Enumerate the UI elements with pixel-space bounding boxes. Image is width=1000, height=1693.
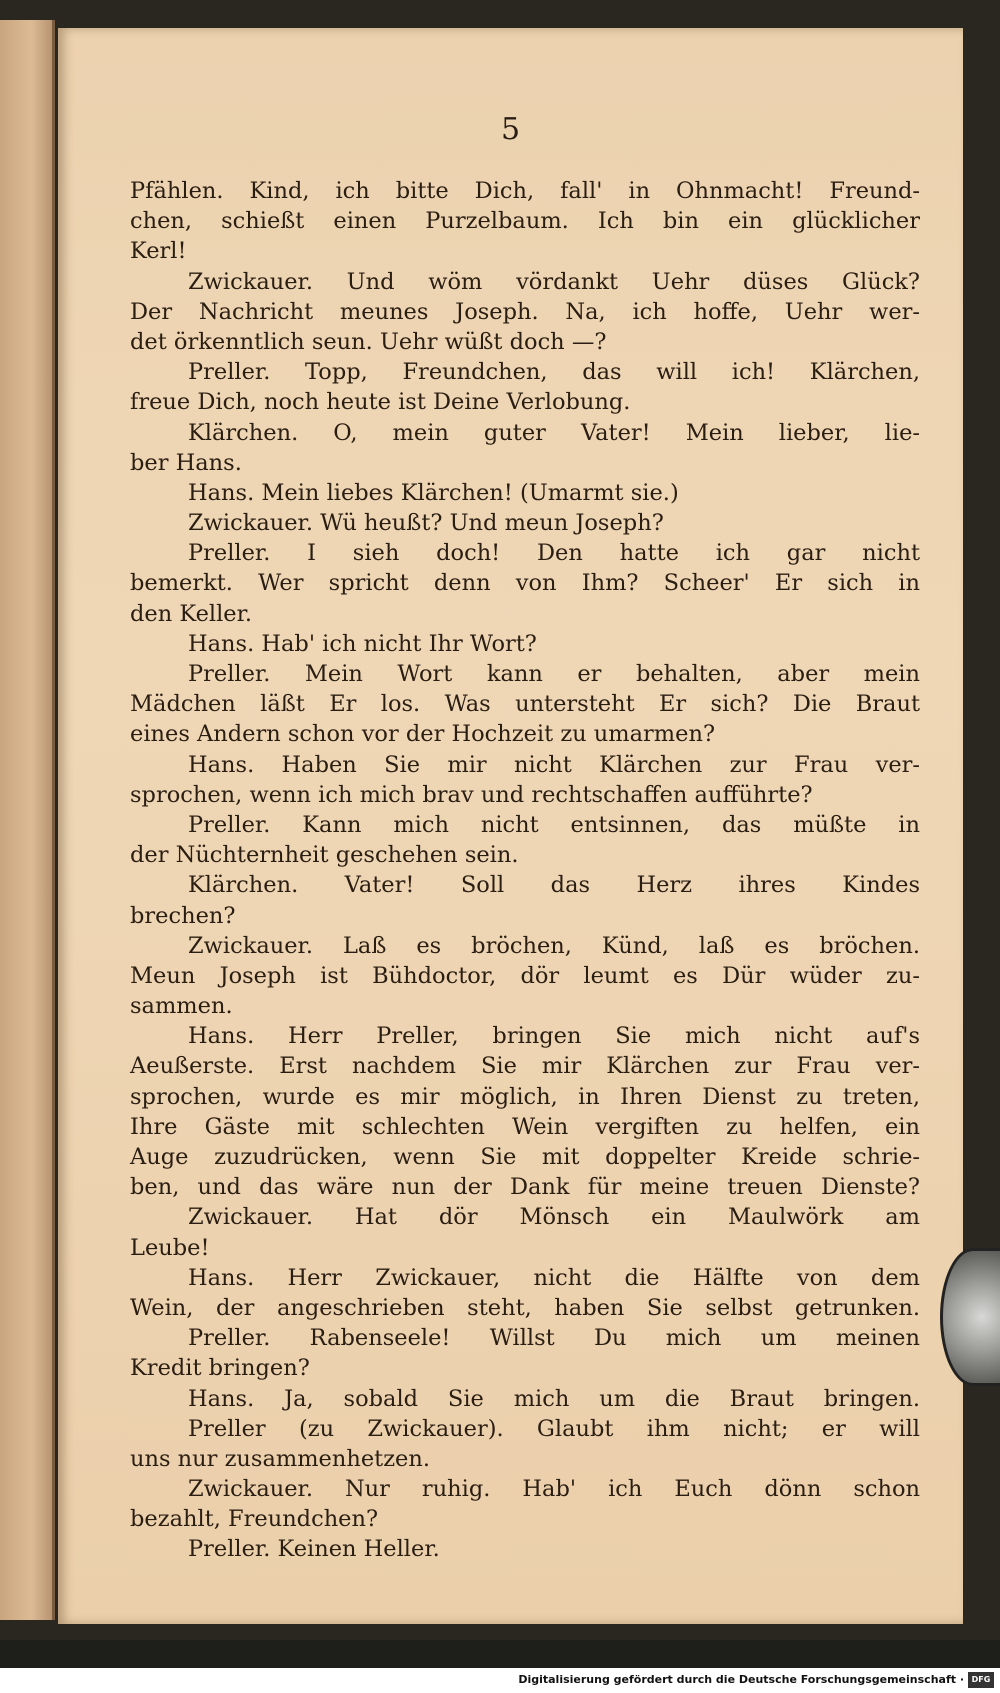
text-line: Preller. Rabenseele! Willst Du mich um meinen bbox=[188, 1325, 920, 1352]
text-line: Preller. Mein Wort kann er behalten, aber mein bbox=[188, 661, 920, 687]
text-line: der Nüchternheit geschehen sein. bbox=[130, 842, 519, 869]
text-line: Preller. I sieh doch! Den hatte ich gar nicht bbox=[188, 540, 920, 567]
text-line: Pfählen. Kind, ich bitte Dich, fall' in Ohnmacht! Freund- bbox=[130, 178, 920, 204]
text-line: Zwickauer. Und wöm vördankt Uehr düses Glück? bbox=[188, 268, 920, 295]
text-line: bezahlt, Freundchen? bbox=[130, 1506, 379, 1533]
text-line: Hans. Haben Sie mir nicht Klärchen zur Frau ver- bbox=[188, 751, 920, 778]
text-line: Wein, der angeschrieben steht, haben Sie selbst getrunken. bbox=[130, 1294, 920, 1321]
text-line: sprochen, wurde es mir möglich, in Ihren Dienst zu treten, bbox=[130, 1083, 920, 1110]
text-line: Hans. Mein liebes Klärchen! (Umarmt sie.) bbox=[188, 479, 679, 506]
text-line: Hans. Ja, sobald Sie mich um die Braut bringen. bbox=[188, 1385, 920, 1412]
text-line: Klärchen. Vater! Soll das Herz ihres Kindes bbox=[188, 872, 920, 899]
text-line: Preller. Kann mich nicht entsinnen, das müßte in bbox=[188, 811, 920, 838]
text-line: Hans. Herr Zwickauer, nicht die Hälfte von dem bbox=[188, 1264, 920, 1291]
text-line: Klärchen. O, mein guter Vater! Mein lieber, lie- bbox=[188, 419, 920, 446]
text-line: Preller. Topp, Freundchen, das will ich! Klärchen, bbox=[188, 359, 920, 386]
dfg-credit-text: Digitalisierung gefördert durch die Deutsche Forschungsgemeinschaft · bbox=[518, 1673, 964, 1686]
text-line: Zwickauer. Nur ruhig. Hab' ich Euch dönn schon bbox=[188, 1476, 920, 1503]
digitization-footer bbox=[0, 1668, 1000, 1693]
facing-page-edge bbox=[0, 20, 55, 1620]
text-line: Kerl! bbox=[130, 238, 187, 265]
dfg-logo-icon: DFG bbox=[968, 1672, 994, 1688]
text-line: Kredit bringen? bbox=[130, 1355, 310, 1382]
text-line: den Keller. bbox=[130, 600, 253, 627]
text-line: Meun Joseph ist Bühdoctor, dör leumt es Dür wüder zu- bbox=[130, 962, 920, 989]
text-line: uns nur zusammenhetzen. bbox=[130, 1445, 431, 1472]
text-line: sammen. bbox=[130, 993, 233, 1020]
text-line: Hans. Hab' ich nicht Ihr Wort? bbox=[188, 630, 537, 657]
text-line: ben, und das wäre nun der Dank für meine treuen Dienste? bbox=[130, 1174, 920, 1201]
text-line: sprochen, wenn ich mich brav und rechtschaffen aufführte? bbox=[130, 781, 813, 808]
book-page bbox=[58, 28, 963, 1624]
text-line: Zwickauer. Laß es bröchen, Künd, laß es bröchen. bbox=[188, 932, 920, 959]
page-text bbox=[130, 176, 920, 1565]
text-line: Mädchen läßt Er los. Was untersteht Er sich? Die Braut bbox=[130, 691, 920, 718]
text-line: brechen? bbox=[130, 902, 236, 929]
text-line: Ihre Gäste mit schlechten Wein vergiften zu helfen, ein bbox=[130, 1113, 920, 1140]
text-line: Preller. Keinen Heller. bbox=[188, 1536, 440, 1563]
text-line: Zwickauer. Wü heußt? Und meun Joseph? bbox=[188, 510, 664, 537]
text-line: Zwickauer. Hat dör Mönsch ein Maulwörk am bbox=[188, 1204, 920, 1231]
page-number: 5 bbox=[500, 112, 521, 147]
text-line: ber Hans. bbox=[130, 449, 242, 476]
text-line: Der Nachricht meunes Joseph. Na, ich hoffe, Uehr wer- bbox=[130, 298, 920, 325]
text-line: Leube! bbox=[130, 1234, 210, 1261]
text-line: freue Dich, noch heute ist Deine Verlobung. bbox=[130, 389, 631, 416]
text-line: Auge zuzudrücken, wenn Sie mit doppelter Kreide schrie- bbox=[130, 1144, 920, 1170]
text-line: bemerkt. Wer spricht denn von Ihm? Scheer' Er sich in bbox=[130, 570, 920, 597]
text-line: Aeußerste. Erst nachdem Sie mir Klärchen zur Frau ver- bbox=[130, 1053, 920, 1080]
book-clasp bbox=[940, 1248, 1000, 1386]
text-line: Preller (zu Zwickauer). Glaubt ihm nicht; er will bbox=[188, 1415, 920, 1442]
text-line: Hans. Herr Preller, bringen Sie mich nicht auf's bbox=[188, 1023, 920, 1050]
text-line: eines Andern schon vor der Hochzeit zu umarmen? bbox=[130, 721, 716, 748]
text-line: det örkenntlich seun. Uehr wüßt doch —? bbox=[130, 328, 607, 355]
text-line: chen, schießt einen Purzelbaum. Ich bin ein glücklicher bbox=[130, 208, 920, 235]
